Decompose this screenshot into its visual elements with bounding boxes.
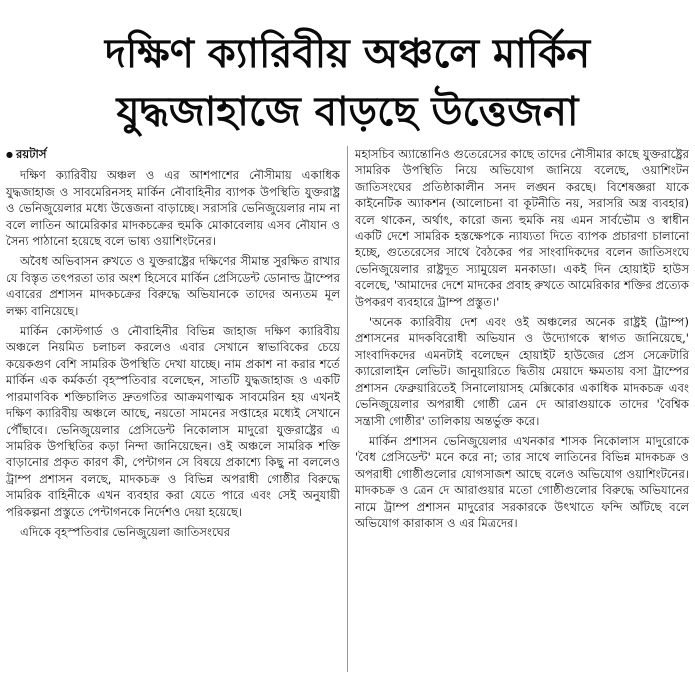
headline-line-1: দক্ষিণ ক্যারিবীয় অঞ্চলে মার্কিন bbox=[104, 31, 591, 78]
headline-line-2: যুদ্ধজাহাজে বাড়ছে উত্তেজনা bbox=[116, 89, 579, 136]
article-paragraph: দক্ষিণ ক্যারিবীয় অঞ্চল ও এর আশপাশের নৌসীমায় একাধিক যুদ্ধজাহাজ ও সাবমেরিনসহ মার্কিন নৌবাহিনীর ব্যাপক উপস্থিতি যুক্তরাষ্ট্র ও ভেনিজুয়েলার মধ্যে উত্তেজনা বাড়াচ্ছে। সরাসরি ভেনিজুয়েলার নাম না বলে লাতিন আমেরিকার মাদকচক্রের হুমকি মোকাবেলায় এসব নৌযান ও সৈন্য পাঠানো হয়েছে বলে ভাষ্য ওয়াশিংটনের। bbox=[6, 168, 340, 249]
article-paragraph: মার্কিন কোস্টগার্ড ও নৌবাহিনীর বিভিন্ন জাহাজ দক্ষিণ ক্যারিবীয় অঞ্চলে নিয়মিত চলাচল করলেও এবার সেখানে স্বাভাবিকের চেয়ে কয়েকগুণ বেশি সামরিক উপস্থিতি দেখা যাচ্ছে। নাম প্রকাশ না করার শর্তে মার্কিন এক কর্মকর্তা বৃহস্পতিবার বলেছেন, সাতটি যুদ্ধজাহাজ ও একটি পারমাণবিক শক্তিচালিত দ্রুতগতির আক্রমণাত্মক সাবমেরিন হয় এখনই দক্ষিণ ক্যারিবীয় অঞ্চলে আছে, নয়তো সামনের সপ্তাহের মধ্যেই সেখানে পৌঁছাবে। ভেনিজুয়েলার প্রেসিডেন্ট নিকোলাস মাদুরো যুক্তরাষ্ট্রের এ সামরিক উপস্থিতির কড়া নিন্দা জানিয়েছেন। ওই অঞ্চলে সামরিক শক্তি বাড়ানোর প্রকৃত কারণ কী, পেন্টাগন সে বিষয়ে প্রকাশ্যে কিছু না বললেও ট্রাম্প প্রশাসন বলছে, মাদকচক্র ও বিভিন্ন অপরাধী গোষ্ঠীর বিরুদ্ধে সামরিক বাহিনীকে এখন ব্যবহার করা যেতে পারে এবং সেই অনুযায়ী পরিকল্পনা প্রস্তুতে পেন্টাগনকে নির্দেশও দেয়া হয়েছে। bbox=[6, 324, 340, 519]
headline bbox=[0, 25, 695, 141]
article-paragraph: 'অনেক ক্যারিবীয় দেশ এবং ওই অঞ্চলের অনেক রাষ্ট্রই (ট্রাম্প) প্রশাসনের মাদকবিরোধী অভিযান ও উদ্যোগকে স্বাগত জানিয়েছে,' সাংবাদিকদের এমনটাই বলেছেন হোয়াইট হাউজের প্রেস সেক্রেটারি ক্যারোলাইন লেভিট। জানুয়ারিতে দ্বিতীয় মেয়াদে ক্ষমতায় বসা ট্রাম্পের প্রশাসন ফেব্রুয়ারিতেই সিনালোয়াসহ মেক্সিকোর একাধিক মাদকচক্র এবং ভেনিজুয়েলার অপরাধী গোষ্ঠী ত্রেন দে আরাগুয়াকে তাদের 'বৈশ্বিক সন্ত্রাসী গোষ্ঠীর' তালিকায় অন্তর্ভুক্ত করে। bbox=[355, 315, 689, 428]
article-column-right bbox=[355, 146, 689, 535]
column-divider bbox=[347, 146, 348, 672]
article-paragraph bbox=[6, 146, 340, 163]
article-paragraph: মার্কিন প্রশাসন ভেনিজুয়েলার এখনকার শাসক নিকোলাস মাদুরোকে 'বৈধ প্রেসিডেন্ট' মনে করে না; তার সাথে লাতিনের বিভিন্ন মাদকচক্র ও অপরাধী গোষ্ঠীগুলোর যোগসাজশ আছে বলেও অভিযোগ ওয়াশিংটনের। মাদকচক্র ও ত্রেন দে আরাগুয়ার মতো গোষ্ঠীগুলোর বিরুদ্ধে অভিযানের নামে ট্রাম্প প্রশাসন মাদুরোর সরকারকে উৎখাতে ফন্দি আঁটছে বলে অভিযোগ কারাকাস ও এর মিত্রদের। bbox=[355, 433, 689, 530]
article-column-left bbox=[6, 146, 340, 544]
source-credit: ● রয়টার্স bbox=[6, 147, 47, 161]
article-paragraph: এদিকে বৃহস্পতিবার ভেনিজুয়েলা জাতিসংঘের bbox=[20, 524, 231, 539]
article-paragraph: মহাসচিব অ্যান্তোনিও গুতেরেসের কাছে তাদের নৌসীমার কাছে যুক্তরাষ্ট্রের সামরিক উপস্থিতি নিয়ে অভিযোগ জানিয়ে বলেছে, ওয়াশিংটন জাতিসংঘের প্রতিষ্ঠাকালীন সনদ লঙ্ঘন করছে। বিশেষজ্ঞরা যাকে কাইনেটিক অ্যাকশন (আলোচনা বা কূটনীতি নয়, সরাসরি অস্ত্র ব্যবহার) বলে থাকেন, অর্থাৎ, কারো জন্য হুমকি নয় এমন সার্বভৌম ও স্বাধীন একটি দেশে সামরিক হস্তক্ষেপকে ন্যায্যতা দিতে ব্যাপক প্রচারণা চালানো হচ্ছে, গুতেরেসের সাথে বৈঠকের পর সাংবাদিকদের বলেন জাতিসংঘে ভেনিজুয়েলার রাষ্ট্রদূত স্যামুয়েল মনকাডা। একই দিন হোয়াইট হাউস বলেছে, 'আমাদের দেশে মাদকের প্রবাহ রুখতে আমেরিকার শক্তির প্রত্যেক উপকরণ ব্যবহারে ট্রাম্প প্রস্তুত।' bbox=[355, 147, 689, 309]
article-paragraph: অবৈধ অভিবাসন রুখতে ও যুক্তরাষ্ট্রের দক্ষিণের সীমান্ত সুরক্ষিত রাখার যে বিস্তৃত তৎপরতা তার অংশ হিসেবে মার্কিন প্রেসিডেন্ট ডোনাল্ড ট্রাম্পের এবারের প্রশাসন মাদকচক্রের বিরুদ্ধে অভিযানকে তাদের অন্যতম মূল লক্ষ্য বানিয়েছে। bbox=[6, 254, 340, 318]
